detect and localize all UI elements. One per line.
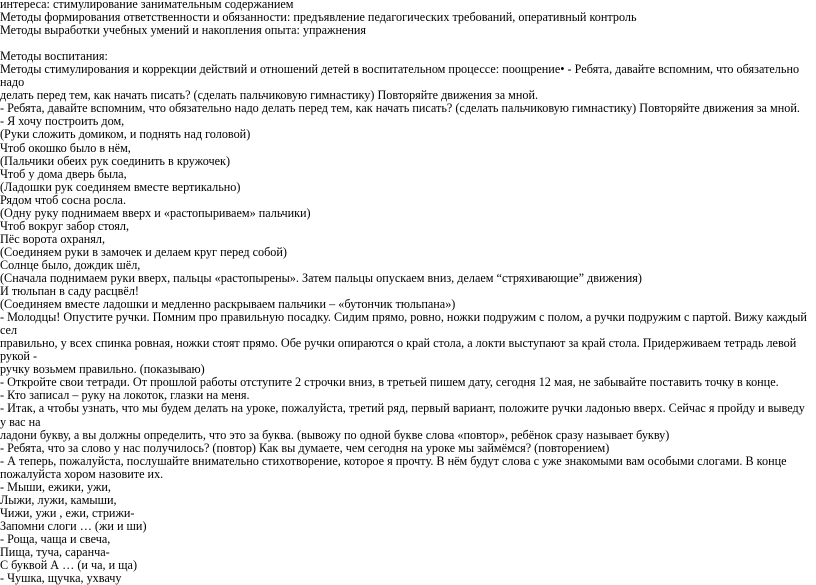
text-line: Чижи, ужи , ежи, стрижи-	[0, 505, 135, 520]
text-line: пожалуйста хором назовите их.	[0, 466, 164, 481]
text-line: - Молодцы! Опустите ручки. Помним про правильную посадку. Сидим прямо, ровно, ножки подружим с полом, а ручки подружим с партой. Вижу каждый сел	[0, 310, 810, 338]
text-line: правильно, у всех спинка ровная, ножки стоят прямо. Обе ручки опираются о край стола, а локти выступают за край стола. Придерживаем тетрадь левой рукой -	[0, 336, 800, 364]
text-line: Рядом чтоб сосна росла.	[0, 192, 127, 207]
text-line: Методы формирования ответственности и обязанности: предъявление педагогических требований, оперативный контроль	[0, 10, 637, 25]
text-line: - Роща, чаща и свеча,	[0, 531, 111, 546]
text-line: - Ребята, давайте вспомним, что обязательно надо делать перед тем, как начать писать? (сделать пальчиковую гимнастику) Повторяйте движения за мной.	[0, 101, 800, 116]
text-line: - Я хочу построить дом,	[0, 114, 125, 129]
text-line: Лыжи, лужи, камыши,	[0, 492, 117, 507]
text-line: (Ладошки рук соединяем вместе вертикально)	[0, 179, 241, 194]
text-line: Методы выработки учебных умений и накопления опыта: упражнения	[0, 23, 367, 38]
text-line: (Соединяем вместе ладошки и медленно раскрываем пальчики – «бутончик тюльпана»)	[0, 297, 456, 312]
blank-line	[0, 37, 810, 50]
text-line: - Чушка, щучка, ухвачу	[0, 571, 122, 585]
text-line: Запомни слоги … (жи и ши)	[0, 518, 147, 533]
text-line: (Руки сложить домиком, и поднять над головой)	[0, 127, 251, 142]
text-line: - Откройте свои тетради. От прошлой работы отступите 2 строчки вниз, в третьей пишем дату, сегодня 12 мая, не забывайте поставить точку в конце.	[0, 375, 779, 390]
text-line: Чтоб окошко было в нём,	[0, 140, 131, 155]
text-line: - А теперь, пожалуйста, послушайте внимательно стихотворение, которое я прочту. В нём будут слова с уже знакомыми вам особыми слогами. В конце	[0, 453, 787, 468]
text-line: С буквой А … (и ча, и ща)	[0, 558, 138, 573]
text-line: Чтоб вокруг забор стоял,	[0, 218, 130, 233]
text-line: - Ребята, что за слово у нас получилось? (повтор) Как вы думаете, чем сегодня на уроке мы займёмся? (повторением)	[0, 440, 610, 455]
text-line: Солнце было, дождик шёл,	[0, 257, 141, 272]
text-line: Чтоб у дома дверь была,	[0, 166, 127, 181]
text-line: - Мыши, ежики, ужи,	[0, 479, 111, 494]
text-line: (Пальчики обеих рук соединить в кружочек)	[0, 153, 231, 168]
text-line: Методы стимулирования и коррекции действий и отношений детей в воспитательном процессе: поощрение• - Ребята, давайте вспомним, что обязательно надо	[0, 62, 803, 90]
text-line: (Соединяем руки в замочек и делаем круг перед собой)	[0, 244, 287, 259]
text-line: Пища, туча, саранча-	[0, 544, 110, 559]
text-line: - Итак, а чтобы узнать, что мы будем делать на уроке, пожалуйста, третий ряд, первый вариант, положите ручки ладонью вверх. Сейчас я пройду и выведу у вас на	[0, 401, 808, 429]
text-line: (Одну руку поднимаем вверх и «растопыриваем» пальчики)	[0, 205, 311, 220]
text-line: ладони букву, а вы должны определить, что это за буква. (вывожу по одной букве слова «повтор», ребёнок сразу называет букву)	[0, 427, 670, 442]
text-line: интереса: стимулирование занимательным содержанием	[0, 0, 294, 11]
text-line: ручку возьмем правильно. (показываю)	[0, 362, 205, 377]
text-line: делать перед тем, как начать писать? (сделать пальчиковую гимнастику) Повторяйте движения за мной.	[0, 88, 539, 103]
text-line: Пёс ворота охранял,	[0, 231, 106, 246]
text-line: И тюльпан в саду расцвёл!	[0, 284, 139, 299]
text-line: - Кто записал – руку на локоток, глазки на меня.	[0, 388, 250, 403]
text-line: (Сначала поднимаем руки вверх, пальцы «растопырены». Затем пальцы опускаем вниз, делаем “стряхивающие” движения)	[0, 270, 642, 285]
text-line: Методы воспитания:	[0, 49, 108, 64]
